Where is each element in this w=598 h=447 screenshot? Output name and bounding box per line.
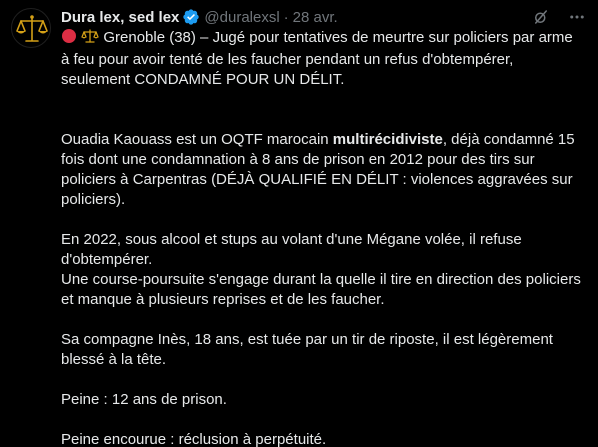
header-actions xyxy=(532,8,586,26)
author-display-name[interactable]: Dura lex, sed lex xyxy=(61,8,180,26)
avatar[interactable] xyxy=(11,8,51,48)
separator-dot: · xyxy=(283,8,289,26)
tweet-paragraph-3b: Une course-poursuite s'engage durant la quelle il tire en direction des policiers et manque à plusieurs reprises et de les faucher. xyxy=(61,271,581,308)
grok-icon[interactable] xyxy=(532,8,550,26)
tweet-paragraph-2 xyxy=(61,130,581,210)
red-circle-icon xyxy=(61,28,77,50)
tweet-paragraph-1 xyxy=(61,28,581,90)
tweet-paragraph-5: Peine : 12 ans de prison. xyxy=(61,391,227,408)
scales-icon xyxy=(81,28,99,50)
tweet-header xyxy=(61,6,586,28)
tweet-text xyxy=(61,28,581,447)
verified-badge-icon xyxy=(182,8,200,26)
author-handle[interactable]: @duralexsl xyxy=(204,8,280,26)
tweet-paragraph-3a: En 2022, sous alcool et stups au volant d'une Mégane volée, il refuse d'obtempérer. xyxy=(61,231,522,268)
tweet-bold-text: multirécidiviste xyxy=(332,131,443,148)
more-dots-icon[interactable] xyxy=(568,8,586,26)
tweet-paragraph-4: Sa compagne Inès, 18 ans, est tuée par un tir de riposte, il est légèrement blessé à la tête. xyxy=(61,331,553,368)
tweet-text-segment: , déjà condamné 15 fois dont une condamnation à 8 ans de prison en 2012 pour des tirs sur policiers à Carpentras (DÉJÀ QUALIFIÉ EN DÉLIT : violences aggravées sur policiers). xyxy=(61,131,575,208)
tweet-text-segment: Grenoble (38) – Jugé pour tentatives de meurtre sur policiers par arme à feu pour avoir tenté de les faucher pendant un refus d'obtempérer, seulement CONDAMNÉ POUR UN DÉLIT. xyxy=(61,29,573,88)
scales-of-justice-icon xyxy=(12,9,51,48)
tweet-text-segment: Ouadia Kaouass est un OQTF marocain xyxy=(61,131,333,148)
tweet-timestamp[interactable]: 28 avr. xyxy=(292,8,338,26)
tweet-paragraph-6: Peine encourue : réclusion à perpétuité. xyxy=(61,431,327,447)
